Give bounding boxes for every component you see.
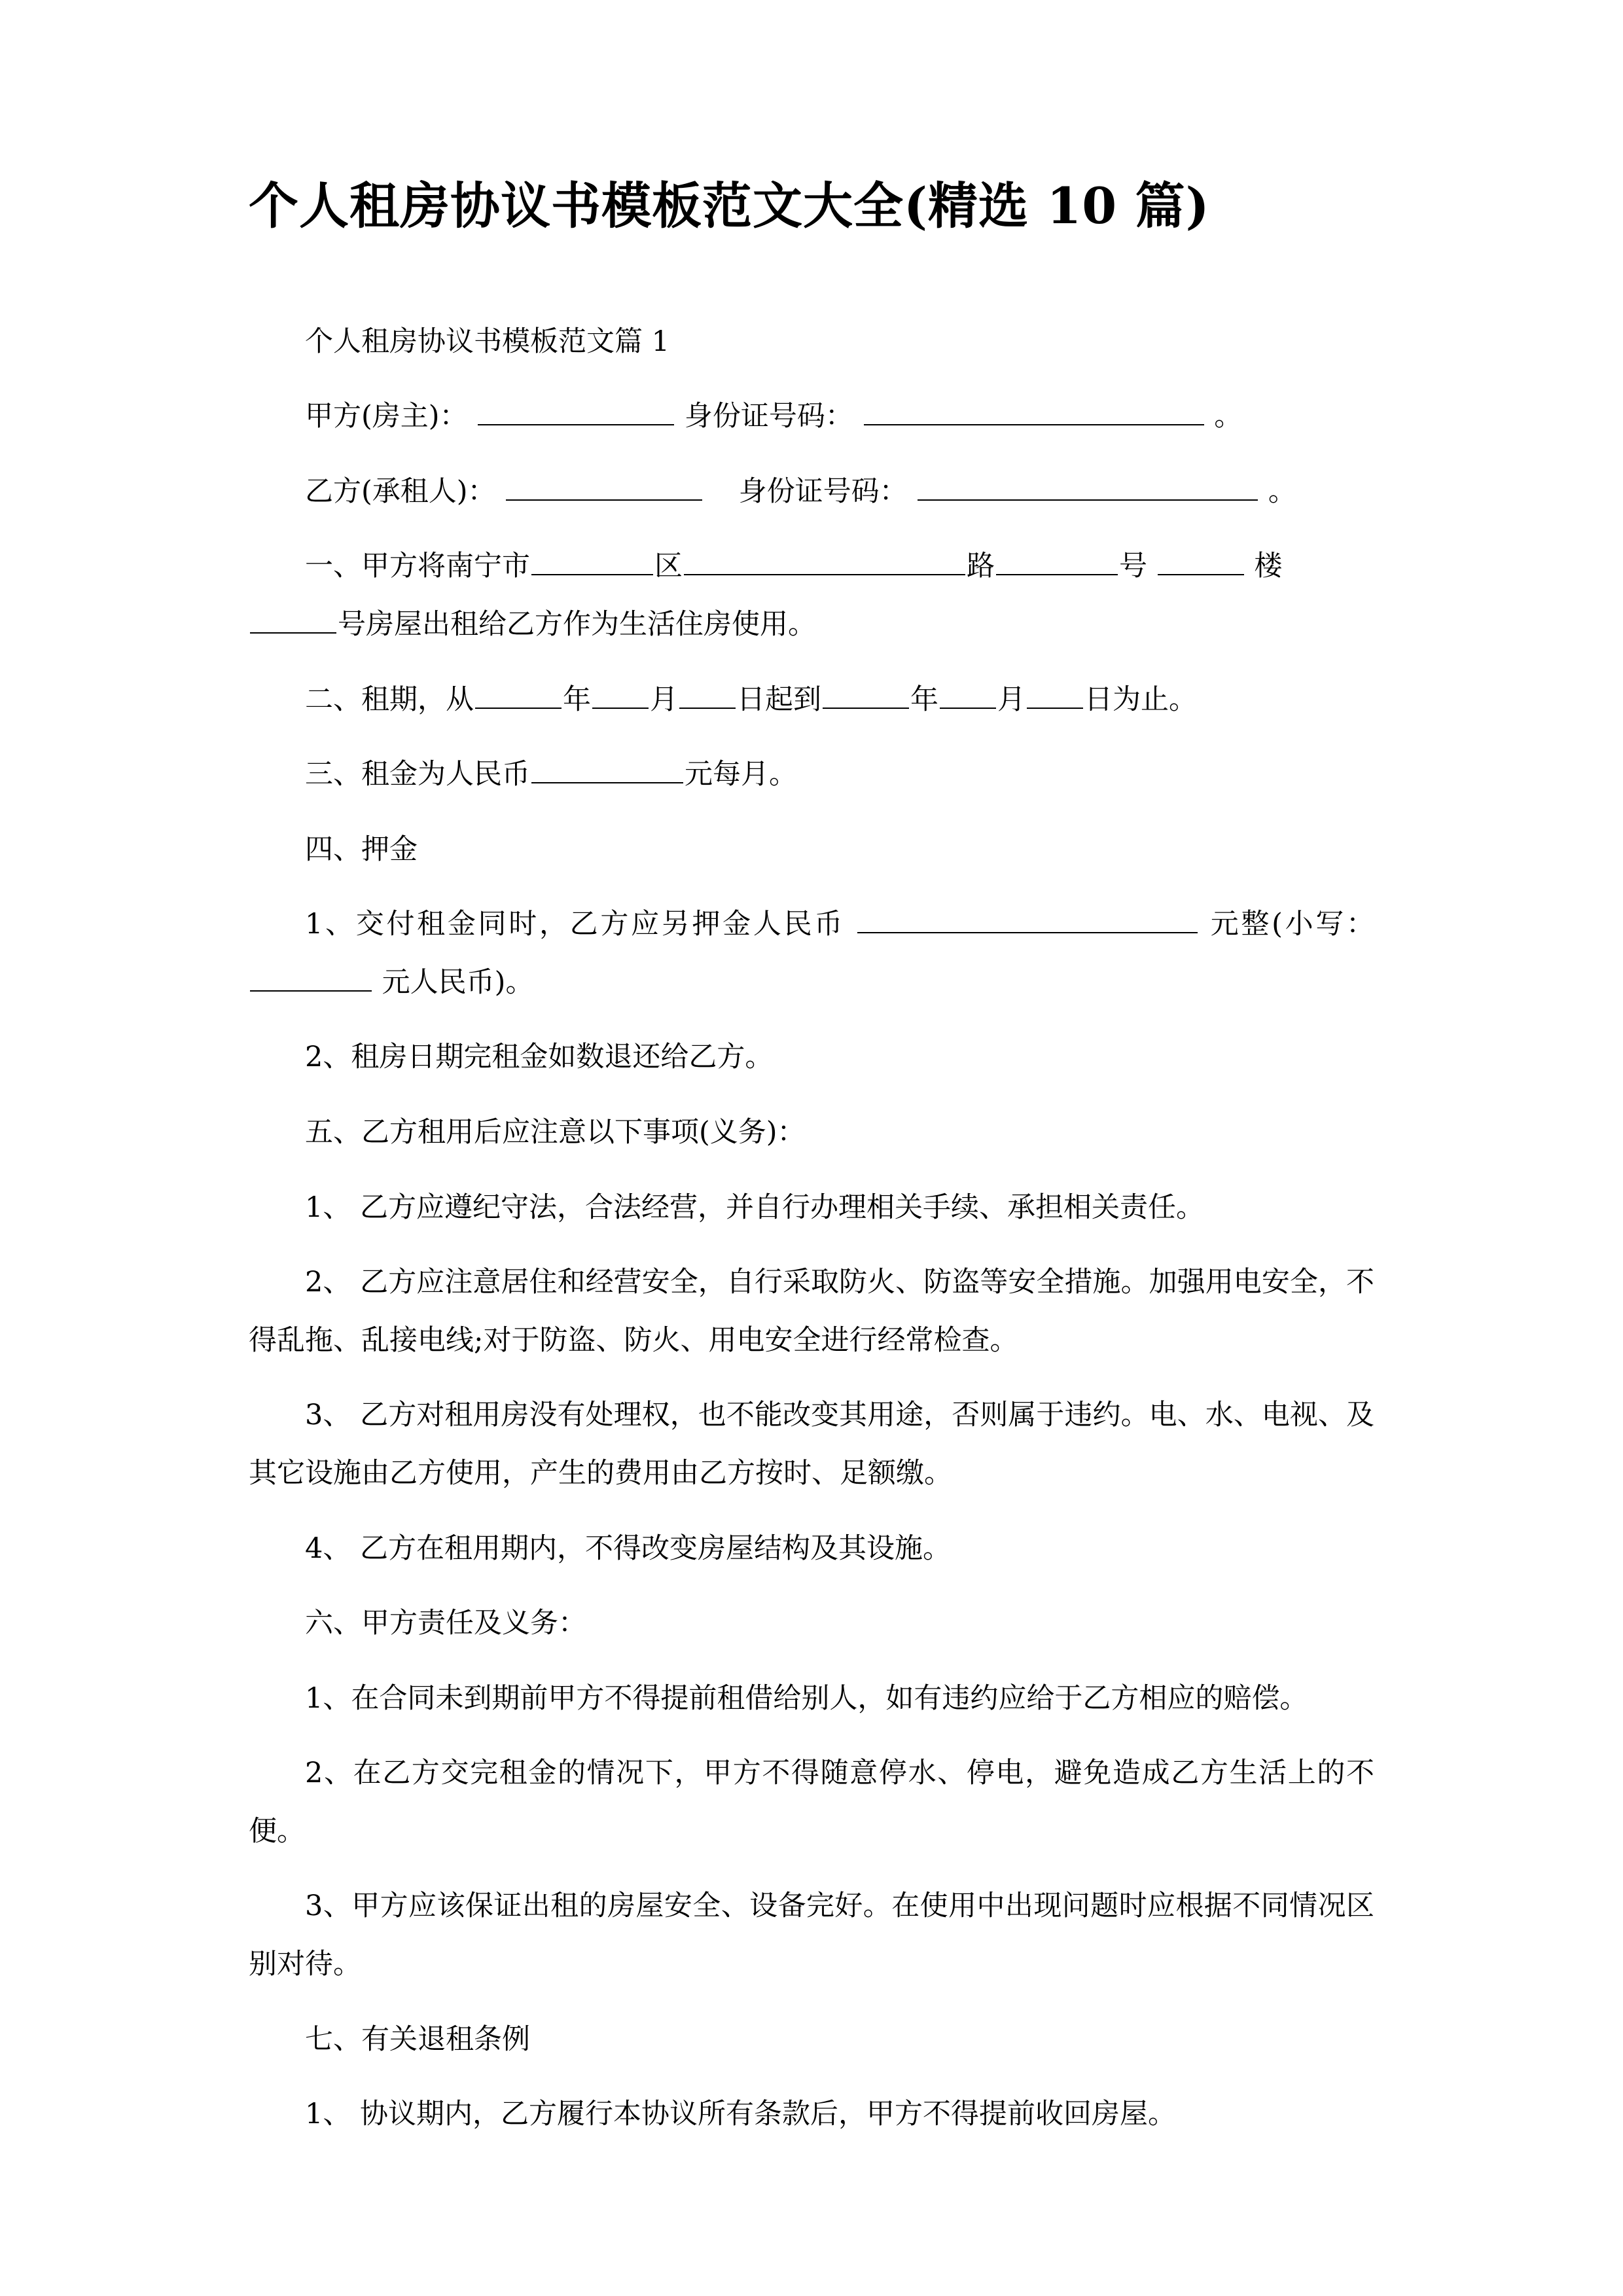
landlord-id-blank[interactable]	[864, 392, 1204, 425]
tenant-name-blank[interactable]	[506, 467, 702, 500]
district-blank[interactable]	[531, 542, 653, 575]
deposit-amount-blank[interactable]	[857, 900, 1198, 933]
end-month-unit: 月	[997, 683, 1026, 716]
section-four-item-1	[249, 895, 1374, 1011]
building-blank[interactable]	[1158, 542, 1244, 575]
start-day-unit: 日起到	[737, 683, 821, 716]
end-year-blank[interactable]	[823, 675, 909, 708]
building-unit: 楼	[1254, 550, 1283, 583]
end-month-blank[interactable]	[940, 675, 996, 708]
section-one-suffix: 号房屋出租给乙方作为生活住房使用。	[338, 607, 816, 641]
deposit-amount-digits-blank[interactable]	[250, 958, 372, 991]
section-seven-title: 七、有关退租条例	[305, 2022, 530, 2056]
landlord-id-label: 身份证号码：	[684, 400, 853, 433]
section-six-item-1: 1、在合同未到期前甲方不得提前租借给别人，如有违约应给于乙方相应的赔偿。	[305, 1681, 1308, 1715]
landlord-party-line	[249, 387, 1374, 446]
section-four-title: 四、押金	[305, 833, 418, 866]
section-one-address	[249, 537, 1374, 653]
start-day-blank[interactable]	[679, 675, 736, 708]
start-year-blank[interactable]	[475, 675, 562, 708]
section-five-item-3: 3、 乙方对租用房没有处理权，也不能改变其用途，否则属于违约。电、水、电视、及其它设施由乙方使用，产生的费用由乙方按时、足额缴。	[249, 1399, 1374, 1490]
deposit-prefix: 1、交付租金同时，乙方应另押金人民币	[305, 908, 845, 941]
subtitle-line: 个人租房协议书模板范文篇 1	[305, 325, 670, 358]
landlord-label: 甲方(房主)：	[305, 400, 468, 433]
section-three-prefix: 三、租金为人民币	[305, 758, 530, 791]
landlord-name-blank[interactable]	[478, 392, 674, 425]
section-six-item-3: 3、甲方应该保证出租的房屋安全、设备完好。在使用中出现问题时应根据不同情况区别对待。	[249, 1890, 1374, 1981]
page-title: 个人租房协议书模板范文大全(精选 10 篇)	[249, 177, 1210, 235]
section-seven-item-1: 1、 协议期内，乙方履行本协议所有条款后，甲方不得提前收回房屋。	[305, 2098, 1177, 2131]
rent-amount-blank[interactable]	[531, 750, 683, 783]
end-day-blank[interactable]	[1027, 675, 1083, 708]
end-year-unit: 年	[910, 683, 938, 716]
section-two-prefix: 二、租期，从	[305, 683, 474, 716]
tenant-id-label: 身份证号码：	[738, 475, 908, 508]
room-number-blank[interactable]	[250, 600, 336, 634]
landlord-line-end: 。	[1214, 400, 1243, 433]
section-three-suffix: 元每月。	[685, 758, 797, 791]
section-five-title: 五、乙方租用后应注意以下事项(义务)：	[305, 1116, 806, 1149]
section-six-item-2: 2、在乙方交完租金的情况下，甲方不得随意停水、停电，避免造成乙方生活上的不便。	[249, 1757, 1374, 1848]
section-five-item-1: 1、 乙方应遵纪守法，合法经营，并自行办理相关手续、承担相关责任。	[305, 1191, 1205, 1224]
section-one-prefix: 一、甲方将南宁市	[305, 550, 530, 583]
section-five-item-4: 4、 乙方在租用期内，不得改变房屋结构及其设施。	[305, 1532, 952, 1565]
road-unit: 路	[967, 550, 995, 583]
start-month-blank[interactable]	[592, 675, 649, 708]
tenant-label: 乙方(承租人)：	[305, 475, 496, 508]
section-six-title: 六、甲方责任及义务：	[305, 1607, 586, 1640]
section-five-item-2: 2、 乙方应注意居住和经营安全，自行采取防火、防盗等安全措施。加强用电安全，不得乱拖、乱接电线;对于防盗、防火、用电安全进行经常检查。	[249, 1266, 1374, 1357]
tenant-party-line	[249, 463, 1374, 521]
start-year-unit: 年	[563, 683, 591, 716]
section-three-rent	[249, 745, 1374, 804]
deposit-suffix: 元人民币)。	[382, 965, 534, 999]
street-number-blank[interactable]	[996, 542, 1118, 575]
number-unit: 号	[1119, 550, 1147, 583]
tenant-line-end: 。	[1268, 475, 1296, 508]
deposit-middle: 元整(小写：	[1210, 908, 1375, 941]
tenant-id-blank[interactable]	[918, 467, 1258, 500]
end-day-unit: 日为止。	[1084, 683, 1197, 716]
section-two-term	[249, 671, 1374, 729]
start-month-unit: 月	[650, 683, 678, 716]
road-blank[interactable]	[684, 542, 965, 575]
document-body	[249, 313, 1374, 2144]
section-four-item-2: 2、租房日期完租金如数退还给乙方。	[305, 1041, 774, 1074]
district-unit: 区	[654, 550, 683, 583]
